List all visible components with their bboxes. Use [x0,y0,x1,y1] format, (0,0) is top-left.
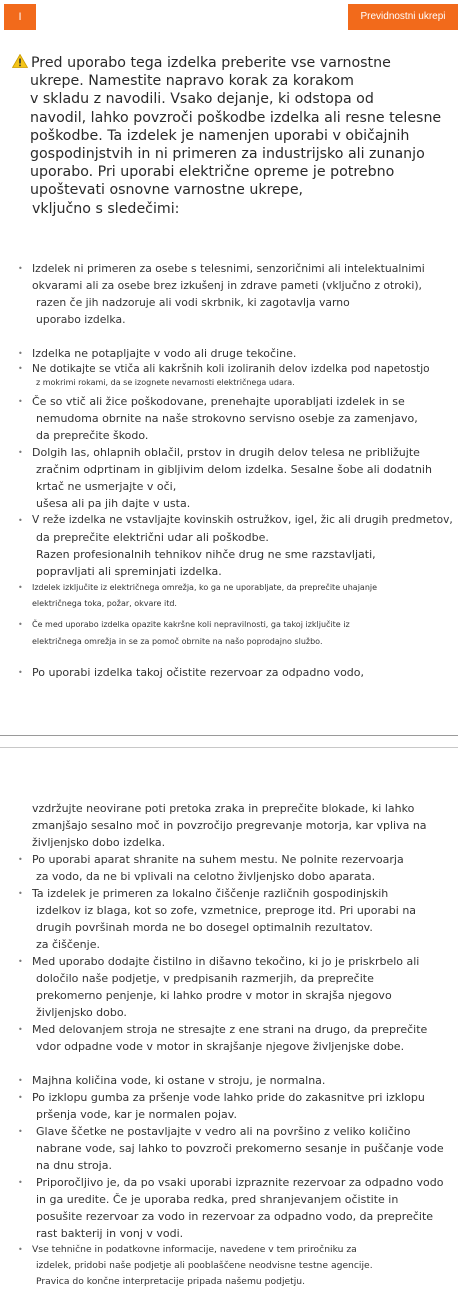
page-divider [0,747,458,748]
item-line: zračnim odprtinam in gibljivim delom izdelka. Sesalne šobe ali dodatnih [36,463,432,476]
item-line: Ta izdelek je primeren za lokalno čiščenje različnih gospodinjskih [32,887,389,900]
list-item: • Po uporabi izdelka takoj očistite rezervoar za odpadno vodo, [18,664,454,681]
list-item: • Ta izdelek je primeren za lokalno čiščenje različnih gospodinjskih izdelkov iz blaga, kot so zofe, vzmetnice, preproge itd. Pri uporabi na drugih površinah morda ne bo dosegel optimalnih rezultatov. za čiščenje. [18,885,454,953]
item-line: Med delovanjem stroja ne stresajte z ene strani na drugo, da preprečite [32,1023,428,1036]
item-line: Razen profesionalnih tehnikov nihče drug ne sme razstavljati, [36,548,376,561]
list-item: • Po izklopu gumba za pršenje vode lahko pride do zakasnitve pri izklopu pršenja vode, kar je normalen pojav. [18,1089,454,1123]
item-line: ušesa ali pa jih dajte v usta. [36,497,191,510]
list-item: • Če med uporabo izdelka opazite kakršne koli nepravilnosti, ga takoj izključite iz električnega omrežja in se za pomoč obrnite na našo poprodajno službo. [18,616,454,650]
item-line: Izdelek ni primeren za osebe s telesnimi, senzoričnimi ali intelektualnimi [32,262,425,275]
item-line: zmanjšajo sesalno moč in povzročijo pregrevanje motorja, kar vpliva na [32,819,427,832]
item-line: Med uporabo dodajte čistilno in dišavno tekočino, ki jo je priskrbelo ali [32,955,420,968]
item-line: z mokrimi rokami, da se izognete nevarnosti električnega udara. [36,378,295,387]
item-line: in ga uredite. Če je uporaba redka, pred shranjevanjem očistite in [36,1193,399,1206]
list-item: • Po uporabi aparat shranite na suhem mestu. Ne polnite rezervoarja za vodo, da ne bi vplivali na celotno življenjsko dobo aparata. [18,851,454,885]
list-item: • Dolgih las, ohlapnih oblačil, prstov in drugih delov telesa ne približujte zračnim odprtinam in gibljivim delom izdelka. Sesalne šobe ali dodatnih krtač ne usmerjajte v oči, ušesa ali pa jih dajte v usta. [18,444,454,512]
warning-icon [12,54,28,68]
list-item: • Ne dotikajte se vtiča ali kakršnih koli izoliranih delov izdelka pod napetostjo z mokrimi rokami, da se izognete nevarnosti električnega udara. [18,362,454,389]
item-line: pršenja vode, kar je normalen pojav. [36,1108,237,1121]
item-line: Izdelka ne potapljajte v vodo ali druge tekočine. [32,347,297,360]
list-item: • Glave ščetke ne postavljajte v vedro ali na površino z veliko količino nabrane vode, saj lahko to povzroči prekomerno sesanje in puščanje vode na dnu stroja. [18,1123,454,1174]
item-line: Vse tehnične in podatkovne informacije, navedene v tem priročniku za [32,1244,357,1255]
list-item: • Med uporabo dodajte čistilno in dišavno tekočino, ki jo je priskrbelo ali določilo naše podjetje, v predpisanih razmerjih, da preprečite prekomerno penjenje, ki lahko prodre v motor in skrajša njegovo življenjsko dobo. [18,953,454,1021]
list-item: • Izdelek ni primeren za osebe s telesnimi, senzoričnimi ali intelektualnimi okvarami ali za osebe brez izkušenj in zdrave pameti (vključno z otroki), razen če jih nadzoruje ali vodi skrbnik, ki zagotavlja varno uporabo izdelka. [18,260,454,328]
intro-line: v skladu z navodili. Vsako dejanje, ki odstopa od [30,91,374,108]
intro-line: upoštevati osnovne varnostne ukrepe, [30,182,304,199]
item-line: Če med uporabo izdelka opazite kakršne koli nepravilnosti, ga takoj izključite iz [32,620,350,629]
item-line: vzdržujte neovirane poti pretoka zraka in preprečite blokade, ki lahko [32,802,415,815]
item-line: razen če jih nadzoruje ali vodi skrbnik, ki zagotavlja varno [36,296,350,309]
intro-paragraph [12,54,452,218]
intro-line: gospodinjstvih in ni primeren za industrijsko ali zunanjo [30,146,425,163]
item-line: nabrane vode, saj lahko to povzroči prekomerno sesanje in puščanje vode [36,1142,444,1155]
item-line: Majhna količina vode, ki ostane v stroju, je normalna. [32,1074,326,1087]
item-line: električnega omrežja in se za pomoč obrnite na našo poprodajno službo. [32,637,323,646]
item-line: uporabo izdelka. [36,313,126,326]
item-line: izdelek, pridobi naše podjetje ali pooblaščene neodvisne testne agencije. [36,1260,373,1271]
item-line: za čiščenje. [36,938,100,951]
item-line: Po uporabi aparat shranite na suhem mestu. Ne polnite rezervoarja [32,853,404,866]
item-line: popravljati ali spreminjati izdelka. [36,565,222,578]
list-item: • Vse tehnične in podatkovne informacije, navedene v tem priročniku za izdelek, pridobi naše podjetje ali pooblaščene neodvisne testne agencije. Pravica do končne interpretacije pripada našemu podjetju. [18,1242,454,1290]
list-item: • Če so vtič ali žice poškodovane, prenehajte uporabljati izdelek in se nemudoma obrnite na naše strokovno servisno osebje za zamenjavo, da preprečite škodo. [18,393,454,444]
item-line: za vodo, da ne bi vplivali na celotno življenjsko dobo aparata. [36,870,376,883]
intro-line: Pred uporabo tega izdelka preberite vse varnostne [31,55,391,71]
intro-line: vključno s sledečimi: [32,200,180,217]
item-line: izdelkov iz blaga, kot so zofe, vzmetnice, preproge itd. Pri uporabi na [36,904,417,917]
list-item: • Izdelek izključite iz električnega omrežja, ko ga ne uporabljate, da preprečite uhajanje električnega toka, požar, okvare itd. [18,580,454,612]
item-line: Ne dotikajte se vtiča ali kakršnih koli izoliranih delov izdelka pod napetostjo [32,363,430,375]
item-line: Dolgih las, ohlapnih oblačil, prstov in drugih delov telesa ne približujte [32,446,420,459]
item-line: na dnu stroja. [36,1159,112,1172]
section-badge: I [4,4,36,30]
list-item: • Med delovanjem stroja ne stresajte z ene strani na drugo, da preprečite vdor odpadne vode v motor in skrajšanje njegove življenjske dobe. [18,1021,454,1055]
intro-line: uporabo. Pri uporabi električne opreme je potrebno [30,164,395,181]
precautions-button[interactable]: Previdnostni ukrepi [348,4,458,30]
item-line: nemudoma obrnite na naše strokovno servisno osebje za zamenjavo, [36,412,418,425]
item-line: da preprečite škodo. [36,429,149,442]
item-line: Če so vtič ali žice poškodovane, prenehajte uporabljati izdelek in se [32,395,405,408]
list-item: • Majhna količina vode, ki ostane v stroju, je normalna. [18,1072,454,1089]
item-line: električnega toka, požar, okvare itd. [32,599,177,608]
item-line: vdor odpadne vode v motor in skrajšanje njegove življenjske dobe. [36,1040,405,1053]
list-item: • Priporočljivo je, da po vsaki uporabi izpraznite rezervoar za odpadno vodo in ga uredite. Če je uporaba redka, pred shranjevanjem očistite in posušite rezervoar za vodo in rezervoar za odpadno vodo, da preprečite rast bakterij in vonj v vodi. [18,1174,454,1242]
list-item: • V reže izdelka ne vstavljajte kovinskih ostružkov, igel, žic ali drugih predmetov, da preprečite električni udar ali poškodbe. Razen profesionalnih tehnikov nihče drug ne sme razstavljati, popravljati ali spreminjati izdelka. [18,514,453,578]
list-item-continued [18,800,454,851]
item-line: Pravica do končne interpretacije pripada našemu podjetju. [36,1276,306,1287]
precaution-list-page1 [18,260,454,681]
precaution-list-page2 [18,800,454,1290]
item-line: Izdelek izključite iz električnega omrežja, ko ga ne uporabljate, da preprečite uhajanje [32,583,378,592]
item-line: drugih površinah morda ne bo dosegel optimalnih rezultatov. [36,921,373,934]
item-line: okvarami ali za osebe brez izkušenj in zdrave pameti (vključno z otroki), [32,279,422,292]
intro-line: navodil, lahko povzroči poškodbe izdelka ali resne telesne [30,109,442,126]
item-line: Po izklopu gumba za pršenje vode lahko pride do zakasnitve pri izklopu [32,1091,425,1104]
item-line: življenjsko dobo. [36,1006,127,1019]
item-line: rast bakterij in vonj v vodi. [36,1227,184,1240]
item-line: krtač ne usmerjajte v oči, [36,480,177,493]
item-line: Glave ščetke ne postavljajte v vedro ali na površino z veliko količino [36,1125,411,1138]
item-line: posušite rezervoar za vodo in rezervoar za odpadno vodo, da preprečite [36,1210,434,1223]
intro-line: poškodbe. Ta izdelek je namenjen uporabi v običajnih [30,127,410,144]
item-line: prekomerno penjenje, ki lahko prodre v motor in skrajša njegovo [36,989,392,1002]
item-line: da preprečite električni udar ali poškodbe. [36,531,269,544]
intro-line: ukrepe. Namestite napravo korak za korakom [30,73,354,90]
item-line: V reže izdelka ne vstavljajte kovinskih ostružkov, igel, žic ali drugih predmetov, [32,514,453,526]
item-line: življenjsko dobo izdelka. [32,836,166,849]
item-line: Po uporabi izdelka takoj očistite rezervoar za odpadno vodo, [32,666,365,679]
item-line: Priporočljivo je, da po vsaki uporabi izpraznite rezervoar za odpadno vodo [36,1176,444,1189]
list-item: • Izdelka ne potapljajte v vodo ali druge tekočine. [18,345,454,362]
item-line: določilo naše podjetje, v predpisanih razmerjih, da preprečite [36,972,374,985]
page-divider [0,735,458,736]
